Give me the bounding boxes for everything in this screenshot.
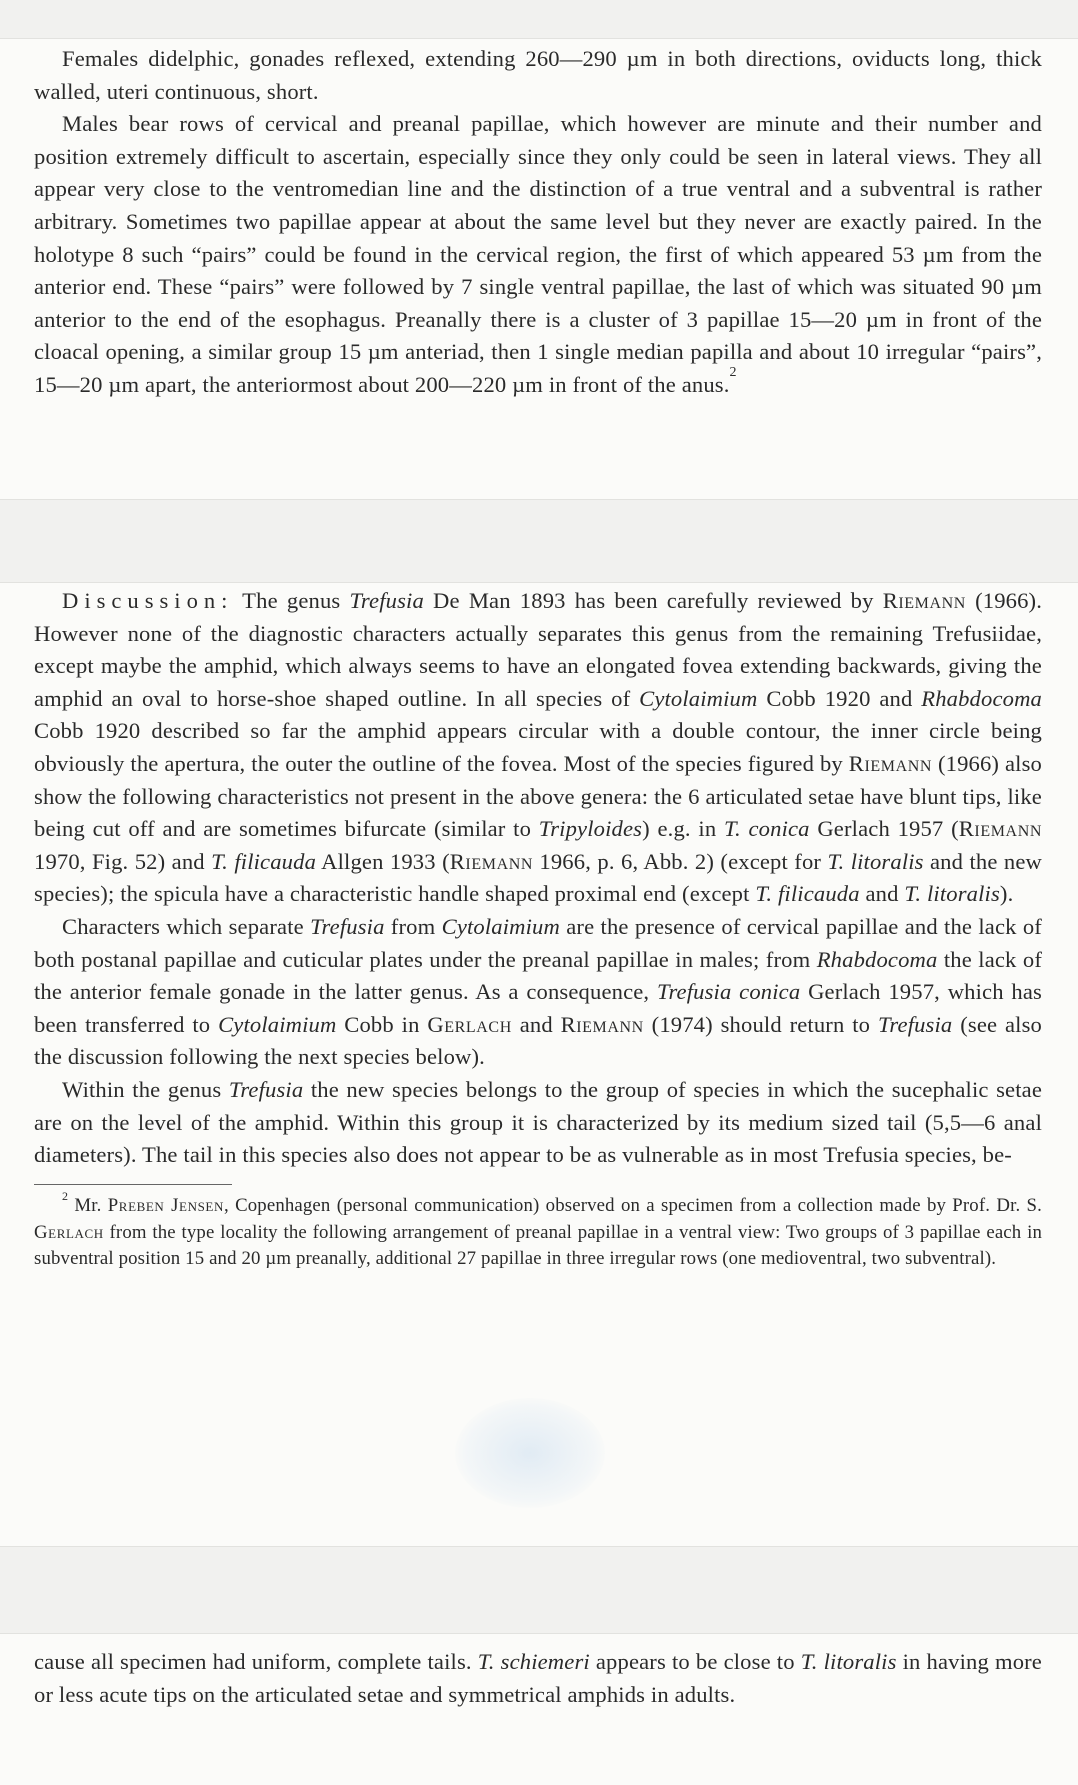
- text-run: Allgen 1933 (: [316, 848, 450, 874]
- author-name: Riemann: [848, 750, 933, 776]
- text-run: ) e.g. in: [642, 816, 724, 842]
- footnote-divider: [34, 1184, 232, 1186]
- author-name: Riemann: [958, 816, 1043, 842]
- taxon-name: Cytolaimium: [218, 1011, 337, 1037]
- text-column: [34, 1646, 1042, 1711]
- taxon-name: Trefusia conica: [656, 979, 801, 1005]
- person-name: Preben Jensen: [107, 1195, 224, 1217]
- taxon-name: Rhabdocoma: [816, 946, 938, 972]
- paragraph-discussion: [34, 585, 1042, 911]
- text-run: Characters which separate: [62, 913, 311, 939]
- taxon-name: T. filicauda: [211, 848, 317, 874]
- taxon-name: Tripyloides: [538, 816, 643, 842]
- paragraph-males-text: Males bear rows of cervical and preanal papillae, which however are minute and their number and position extremely difficult to ascertain, especially since they only could be seen in lateral views. They all appear very close to the ventromedian line and the distinction of a true ventral and a subventral is rather arbitrary. Sometimes two papillae appear at about the same level but they never are exactly paired. In the holotype 8 such “pairs” could be found in the cervical region, the first of which appeared 53 µm from the anterior end. These “pairs” were followed by 7 single ventral papillae, the last of which was situated 90 µm anterior to the end of the esophagus. Preanally there is a cluster of 3 papillae 15—20 µm in front of the cloacal opening, a similar group 15 µm anteriad, then 1 single median papilla and about 10 irregular “pairs”, 15—20 µm apart, the anteriormost about 200—220 µm in front of the anus.: [34, 111, 1042, 397]
- text-column: [34, 43, 1042, 402]
- taxon-name: T. conica: [723, 816, 810, 842]
- taxon-name: T. litoralis: [827, 848, 924, 874]
- text-run: 1970, Fig. 52) and: [34, 848, 212, 874]
- text-run: the new species belongs to the group of species in which the sucephalic setae are on the level of the amphid. Within this group it is characterized by its medium sized tail (5,5—6 anal diameters). The tail in this species also does not appear to be as vulnerable as in most Trefusia species, be-: [34, 1076, 1042, 1168]
- paragraph-within-genus: [34, 1074, 1042, 1172]
- text-run: (see also the discussion following the next species below).: [34, 1011, 1042, 1070]
- footnote-2: [34, 1189, 1042, 1273]
- text-run: from: [384, 913, 442, 939]
- text-run: (1974) should return to: [643, 1011, 878, 1037]
- text-column: [34, 585, 1042, 1273]
- author-name: Gerlach: [427, 1011, 512, 1037]
- text-run: and the new species); the spicula have a characteristic handle shaped proximal end (except: [34, 848, 1042, 907]
- taxon-name: Trefusia: [349, 588, 424, 613]
- taxon-name: T. filicauda: [755, 881, 860, 907]
- text-run: ).: [999, 881, 1014, 907]
- taxon-name: Rhabdocoma: [921, 685, 1042, 711]
- library-watermark-logo: [455, 1398, 605, 1508]
- author-name: Riemann: [882, 588, 966, 613]
- text-run: and: [511, 1011, 561, 1037]
- text-run: (1966). However none of the diagnostic characters actually separates this genus from the remaining Trefusiidae, except maybe the amphid, which always seems to have an elongated fovea extending backwards, giving the amphid an oval to horse-shoe shaped outline. In all species of: [34, 588, 1043, 711]
- paragraph-males: [34, 108, 1042, 401]
- paragraph-females: Females didelphic, gonades reflexed, extending 260—290 µm in both directions, oviducts long, thick walled, uteri continuous, short.: [34, 46, 1042, 104]
- section-heading-discussion: Discussion:: [62, 588, 234, 613]
- text-run: , Copenhagen (personal communication) observed on a specimen from a collection made by Prof. Dr. S.: [223, 1195, 1042, 1217]
- taxon-name: Trefusia: [310, 913, 385, 939]
- text-run: are the presence of cervical papillae and the lack of both postanal papillae and cuticular plates under the preanal papillae in males; from: [34, 913, 1042, 972]
- paragraph-characters: [34, 911, 1042, 1074]
- text-run: Cobb in: [336, 1011, 428, 1037]
- taxon-name: Cytolaimium: [441, 913, 560, 939]
- text-run: The genus: [233, 588, 350, 613]
- footnote-marker-2: 2: [729, 364, 737, 380]
- text-run: cause all specimen had uniform, complete tails.: [34, 1649, 478, 1674]
- taxon-name: T. litoralis: [904, 881, 1000, 907]
- author-name: Riemann: [449, 848, 534, 874]
- text-run: De Man 1893 has been carefully reviewed by: [423, 588, 883, 613]
- text-run: Mr.: [68, 1195, 108, 1217]
- taxon-name: Trefusia: [228, 1076, 304, 1102]
- taxon-name: T. schiemeri: [477, 1649, 590, 1674]
- text-block-discussion: [0, 582, 1078, 1547]
- text-run: the lack of the anterior female gonade in the latter genus. As a consequence,: [34, 946, 1042, 1005]
- text-run: Within the genus: [62, 1076, 229, 1102]
- taxon-name: Cytolaimium: [639, 685, 758, 711]
- text-run: and: [859, 881, 905, 907]
- text-block-bottom: [0, 1633, 1078, 1785]
- taxon-name: T. litoralis: [800, 1649, 897, 1674]
- text-run: in having more or less acute tips on the articulated setae and symmetrical amphids in adults.: [34, 1649, 1042, 1707]
- author-name: Riemann: [560, 1011, 644, 1037]
- text-run: (1966) also show the following characteristics not present in the above genera: the 6 articulated setae have blunt tips, like being cut off and are sometimes bifurcate (similar to: [34, 750, 1042, 842]
- text-run: Gerlach 1957, which has been transferred to: [34, 979, 1042, 1037]
- text-run: Cobb 1920 described so far the amphid appears circular with a double contour, the inner circle being obviously the apertura, the outer the outline of the fovea. Most of the species figured by: [34, 718, 1042, 776]
- paragraph-continuation: [34, 1646, 1042, 1711]
- text-run: 1966, p. 6, Abb. 2) (except for: [533, 848, 828, 874]
- text-run: from the type locality the following arrangement of preanal papillae in a ventral view: Two groups of 3 papillae each in subventral position 15 and 20 µm preanally, additional 27 papillae in three irregular rows (one medioventral, two subventral).: [34, 1221, 1042, 1270]
- person-name: Gerlach: [34, 1221, 104, 1243]
- text-run: Cobb 1920 and: [757, 685, 922, 711]
- text-block-top: [0, 38, 1078, 500]
- text-run: appears to be close to: [589, 1649, 801, 1674]
- text-run: Gerlach 1957 (: [809, 816, 959, 842]
- taxon-name: Trefusia: [877, 1011, 953, 1037]
- footnote-number: 2: [62, 1189, 69, 1204]
